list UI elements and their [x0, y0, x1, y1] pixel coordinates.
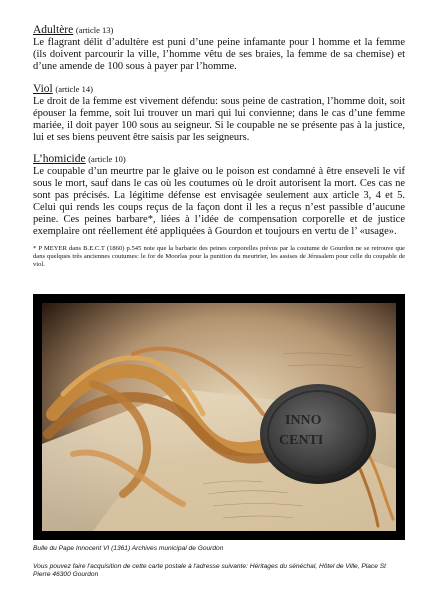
section-viol [33, 83, 405, 144]
section-homicide [33, 153, 405, 239]
footnote: * P MEYER dans B.E.C.T (1860) p.545 note que la barbarie des peines corporelles prévus par la coutume de Gourdon ne se retrouve que dans quelques très anciennes coutumes: le for de Moorlas pour la punition du meurtrier, les assises de Jérusalem pour celle du coupable de viol. [33, 245, 405, 268]
section-heading [33, 24, 405, 37]
section-title: Adultère [33, 24, 74, 36]
section-title: L’homicide [33, 153, 86, 165]
section-body: Le coupable d’un meurtre par le glaive ou le poison est condamné à être enseveli le vif sous le mort, sauf dans le cas où les coutumes où le droit autorisent la mort. Ces cas ne sont pas précisés. La légitime défense est envisagée seulement aux article 3, 4 et 5. Celui qui rends les coups reçus de la façon dont il les a reçus n’est passible d’aucune peine. Ces peines barbare*, liées à l’idée de compensation corporelle et de justice exemplaire ont réellement été appliquées à Gourdon et toujours en vertu de l’ «usage». [33, 166, 405, 238]
section-heading [33, 83, 405, 96]
seal-photo [33, 294, 405, 540]
section-body: Le droit de la femme est vivement défendu: sous peine de castration, l’homme doit, soit épouser la femme, soit lui trouver un mari qui lui convienne; dans le cas d’une femme mariée, il doit payer 100 sous au seigneur. Si le coupable ne se présente pas à la justice, lui et ses biens peuvent être saisis par les seigneurs. [33, 96, 405, 144]
seal-inscription: INNO [285, 413, 322, 428]
photo-caption: Bulle du Pape Innocent VI (1361) Archives municipal de Gourdon [33, 545, 224, 552]
section-body: Le flagrant délit d’adultère est puni d’une peine infamante pour l homme et la femme (ils doivent parcourir la ville, l’homme vêtu de ses braies, la femme de sa chemise) et d’une amende de 100 sous à payer par l’homme. [33, 37, 405, 73]
article-ref: (article 13) [75, 25, 114, 35]
section-adultere [33, 24, 405, 73]
article-ref: (article 10) [88, 154, 126, 164]
section-heading [33, 153, 405, 166]
section-title: Viol [33, 83, 53, 95]
article-ref: (article 14) [55, 84, 93, 94]
photo-frame [33, 294, 405, 540]
contact-note: Vous pouvez faire l'acquisition de cette carte postale à l'adresse suivante: Héritages du sénéchal, Hôtel de Ville, Place St Pierre 46300 Gourdon [33, 563, 386, 578]
seal-inscription: CENTI [279, 433, 324, 448]
